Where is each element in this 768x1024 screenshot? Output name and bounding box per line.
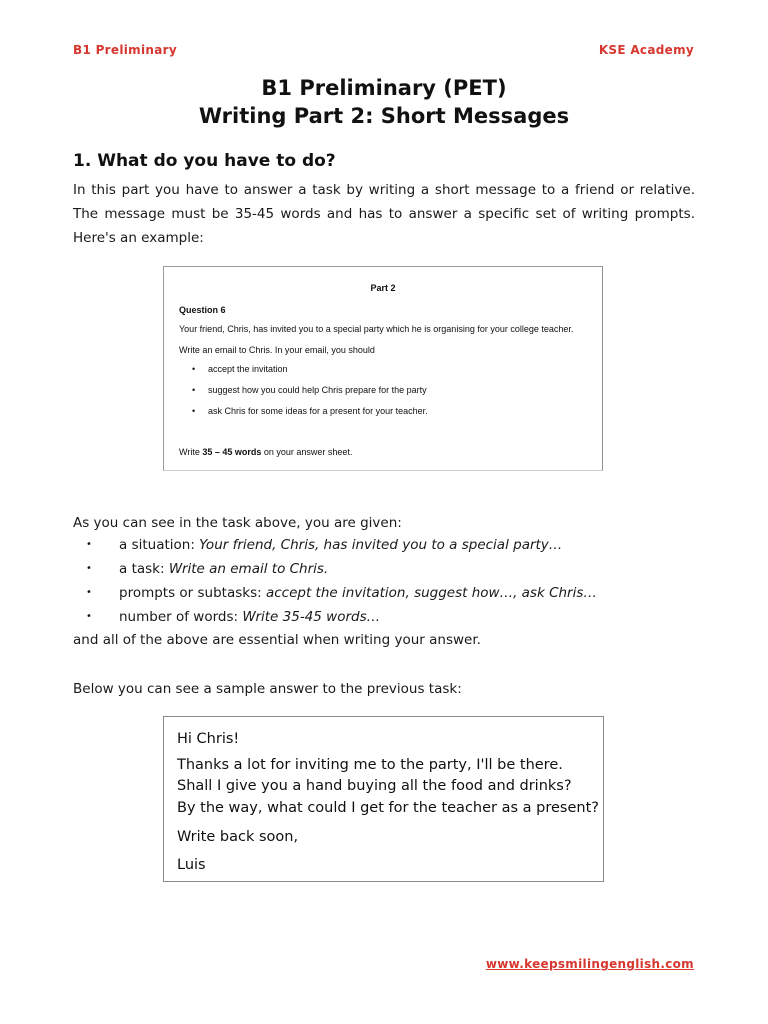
answer-line: Thanks a lot for inviting me to the party, I'll be there. bbox=[177, 757, 563, 773]
title-line-2: Writing Part 2: Short Messages bbox=[198, 104, 570, 128]
sample-answer-box bbox=[163, 716, 604, 882]
word-count-bold: 35 – 45 words bbox=[202, 447, 262, 457]
task-point: • accept the invitation bbox=[192, 359, 428, 380]
page-title bbox=[0, 74, 768, 130]
item-example: accept the invitation, suggest how…, ask Chris… bbox=[265, 585, 597, 601]
list-item bbox=[86, 557, 597, 581]
task-point: • suggest how you could help Chris prepare for the party bbox=[192, 380, 428, 401]
task-question-label: Question 6 bbox=[179, 305, 226, 315]
task-example-image bbox=[163, 266, 603, 471]
list-item bbox=[86, 605, 597, 629]
given-list bbox=[86, 533, 597, 629]
item-example: Write an email to Chris. bbox=[168, 561, 329, 577]
header-right-label: KSE Academy bbox=[598, 43, 694, 57]
footer-website-link[interactable]: www.keepsmilingenglish.com bbox=[485, 957, 694, 971]
task-point: • ask Chris for some ideas for a present for your teacher. bbox=[192, 401, 428, 422]
answer-line: Write back soon, bbox=[177, 829, 299, 845]
task-prompt: Your friend, Chris, has invited you to a special party which he is organising for your college teacher. bbox=[179, 324, 574, 334]
item-label: a task: bbox=[119, 561, 169, 577]
list-item bbox=[86, 533, 597, 557]
task-part-label: Part 2 bbox=[370, 283, 396, 293]
answer-line: Luis bbox=[177, 857, 206, 873]
list-item bbox=[86, 581, 597, 605]
answer-line: By the way, what could I get for the teacher as a present? bbox=[177, 800, 599, 816]
header-left-label: B1 Preliminary bbox=[73, 43, 177, 57]
word-count-suffix: on your answer sheet. bbox=[261, 447, 353, 457]
given-intro: As you can see in the task above, you are given: bbox=[73, 515, 402, 531]
item-label: a situation: bbox=[119, 537, 200, 553]
sample-intro: Below you can see a sample answer to the previous task: bbox=[73, 681, 462, 697]
section-heading: 1. What do you have to do? bbox=[73, 151, 336, 171]
item-label: prompts or subtasks: bbox=[119, 585, 266, 601]
item-label: number of words: bbox=[119, 609, 243, 625]
given-conclusion: and all of the above are essential when writing your answer. bbox=[73, 632, 481, 648]
task-instruction: Write an email to Chris. In your email, you should bbox=[179, 345, 375, 355]
title-line-1: B1 Preliminary (PET) bbox=[261, 76, 507, 100]
task-word-count bbox=[179, 447, 352, 457]
answer-line: Shall I give you a hand buying all the food and drinks? bbox=[177, 778, 572, 794]
item-example: Write 35-45 words… bbox=[242, 609, 381, 625]
task-points-list bbox=[192, 359, 428, 422]
word-count-prefix: Write bbox=[179, 447, 203, 457]
item-example: Your friend, Chris, has invited you to a special party… bbox=[199, 537, 563, 553]
intro-paragraph: In this part you have to answer a task by writing a short message to a friend or relative. The message must be 35-45 words and has to answer a specific set of writing prompts. Here's an example: bbox=[73, 182, 695, 246]
answer-line: Hi Chris! bbox=[177, 731, 240, 747]
